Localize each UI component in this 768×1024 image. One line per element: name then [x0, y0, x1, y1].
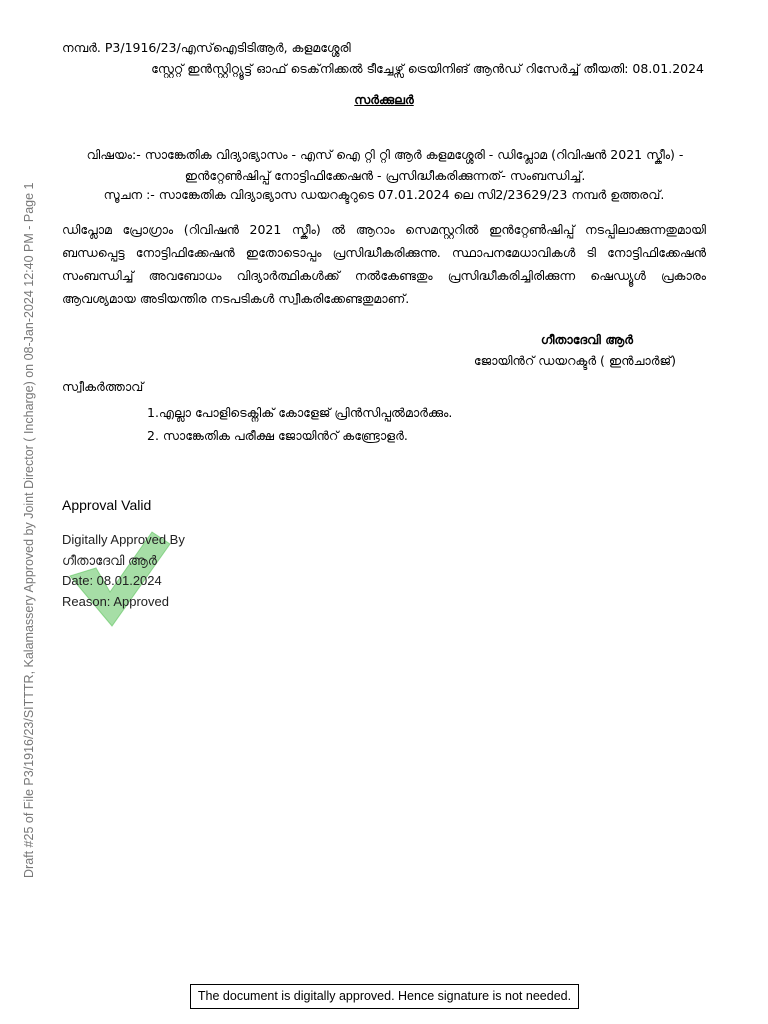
footer-notice: The document is digitally approved. Hence signature is not needed. — [190, 984, 579, 1009]
document-title: സർക്കുലർ — [354, 92, 414, 107]
approved-by-label: Digitally Approved By — [62, 532, 185, 547]
side-watermark: Draft #25 of File P3/1916/23/SITTTR, Kalamassery Approved by Joint Director ( Incharge) on 08-Jan-2024 12:40 PM - Page 1 — [22, 182, 36, 878]
recipients-list — [147, 401, 452, 447]
recipients-heading: സ്വീകർത്താവ് — [62, 379, 144, 394]
subject-line: വിഷയം:- സാങ്കേതിക വിദ്യാഭ്യാസം - എസ് ഐ റ്റി റ്റി ആർ കളമശ്ശേരി - ഡിപ്ലോമ (റിവിഷൻ 2021 സ്കീം) - ഇൻറ്റേൺഷിപ്പ് നോട്ടിഫിക്കേഷൻ - പ്രസിദ്ധീകരിക്കുന്നത്- സംബന്ധിച്ച്. — [86, 147, 684, 183]
approval-status: Approval Valid — [62, 497, 152, 513]
recipient-item: 1.എല്ലാ പോളിടെക്നിക് കോളേജ് പ്രിൻസിപ്പൽമാർക്കും. — [147, 405, 453, 420]
digital-approval-block — [62, 530, 185, 613]
recipient-item: 2. സാങ്കേതിക പരീക്ഷ ജോയിൻറ് കണ്ട്രോളർ. — [147, 428, 408, 443]
reference-line: സൂചന :- സാങ്കേതിക വിദ്യാഭ്യാസ ഡയറക്ടറുടെ 07.01.2024 ലെ സി2/23629/23 നമ്പർ ഉത്തരവ്. — [103, 187, 665, 202]
approver-name: ഗീതാദേവി ആർ — [62, 552, 157, 568]
body-paragraph: ഡിപ്ലോമ പ്രോഗ്രാം (റിവിഷൻ 2021 സ്കീം) ൽ ആറാം സെമസ്റ്ററിൽ ഇൻറ്റേൺഷിപ്പ് നടപ്പിലാക്കുന്നതുമായി ബന്ധപ്പെട്ട നോട്ടിഫിക്കേഷൻ ഇതോടൊപ്പം പ്രസിദ്ധീകരിക്കുന്നു. സ്ഥാപനമേധാവികൾ ടി നോട്ടിഫിക്കേഷൻ സംബന്ധിച്ച് അവബോധം വിദ്യാർത്ഥികൾക്ക് നൽകേണ്ടതും പ്രസിദ്ധീകരിച്ചിരിക്കുന്ന ഷെഡ്യൂൾ പ്രകാരം ആവശ്യമായ അടിയന്തിര നടപടികൾ സ്വീകരിക്കേണ്ടതുമാണ്. — [62, 222, 706, 306]
approval-reason: Reason: Approved — [62, 594, 169, 610]
institution-date-line: സ്റ്റേറ്റ് ഇൻസ്റ്റിറ്റ്യൂട്ട് ഓഫ് ടെക്‌നിക്കൽ ടീച്ചേഴ്സ് ട്രെയിനിങ് ആൻഡ് റിസേർച്ച് തീയതി: 08.01.2024 — [151, 61, 704, 76]
signatory-name: ഗീതാദേവി ആർ — [540, 332, 633, 347]
signatory-designation: ജോയിൻറ് ഡയറക്ടർ ( ഇൻചാർജ്) — [473, 353, 676, 368]
approval-date: Date: 08.01.2024 — [62, 573, 162, 589]
reference-number: നമ്പർ. P3/1916/23/എസ്ഐടിടിആർ, കളമശ്ശേരി — [62, 40, 351, 55]
